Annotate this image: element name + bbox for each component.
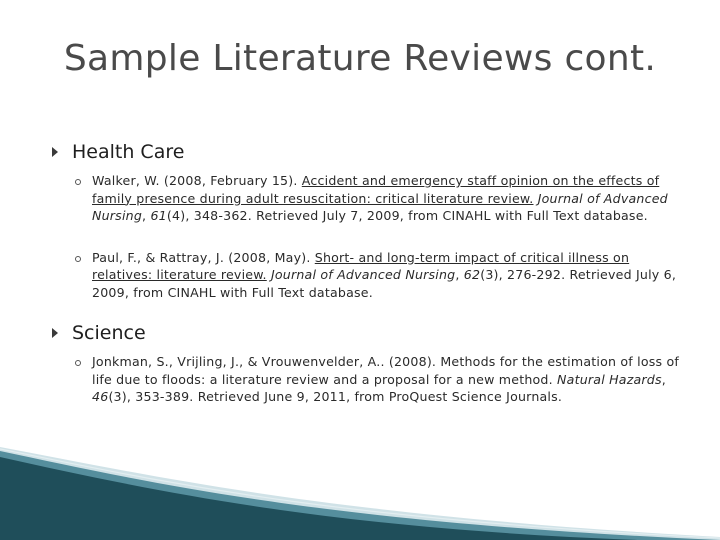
reference-details: (3), 276-292. Retrieved July 6, 2009, from CINAHL with Full Text database. — [92, 267, 677, 300]
reference-item — [52, 353, 692, 406]
circle-bullet-icon — [75, 256, 81, 262]
section-heading — [52, 321, 692, 345]
slide-title: Sample Literature Reviews cont. — [63, 38, 657, 79]
reference-volume: 62 — [463, 267, 481, 282]
circle-bullet-icon — [75, 179, 81, 185]
reference-article-title: Accident and emergency staff opinion on the effects of family presence during adult resuscitation: critical literature review. — [92, 173, 660, 206]
decorative-wave — [0, 445, 720, 540]
slide-content — [52, 140, 692, 406]
reference-separator: , — [142, 208, 151, 223]
reference-details: (3), 353-389. Retrieved June 9, 2011, from ProQuest Science Journals. — [108, 389, 563, 404]
reference-volume: 46 — [92, 389, 109, 404]
section-science — [52, 321, 692, 406]
section-label: Health Care — [72, 141, 185, 163]
reference-list — [52, 172, 692, 301]
reference-volume: 61 — [150, 208, 167, 223]
circle-bullet-icon — [75, 360, 81, 366]
section-heading — [52, 140, 692, 164]
reference-list — [52, 353, 692, 406]
reference-details: (4), 348-362. Retrieved July 7, 2009, from CINAHL with Full Text database. — [166, 208, 648, 223]
arrow-bullet-icon — [52, 328, 58, 338]
reference-separator: , — [661, 371, 666, 387]
reference-authors: Walker, W. (2008, February 15). — [92, 173, 302, 188]
reference-item — [52, 172, 692, 225]
reference-authors: Paul, F., & Rattray, J. (2008, May). — [92, 249, 315, 265]
section-health-care — [52, 140, 692, 301]
reference-separator: , — [455, 267, 464, 282]
reference-journal: Natural Hazards — [557, 371, 662, 387]
reference-authors: Jonkman, S., Vrijling, J., & Vrouwenvelder, A.. (2008). Methods for the estimation of loss of life due to floods: a literature review and a proposal for a new method. — [92, 354, 679, 387]
reference-article-title: Short- and long-term impact of critical illness on relatives: literature review. — [92, 249, 630, 282]
reference-journal: Journal of Advanced Nursing — [92, 190, 668, 223]
section-label: Science — [72, 322, 146, 344]
arrow-bullet-icon — [52, 147, 58, 157]
reference-item — [52, 249, 692, 302]
reference-journal: Journal of Advanced Nursing — [266, 267, 456, 282]
